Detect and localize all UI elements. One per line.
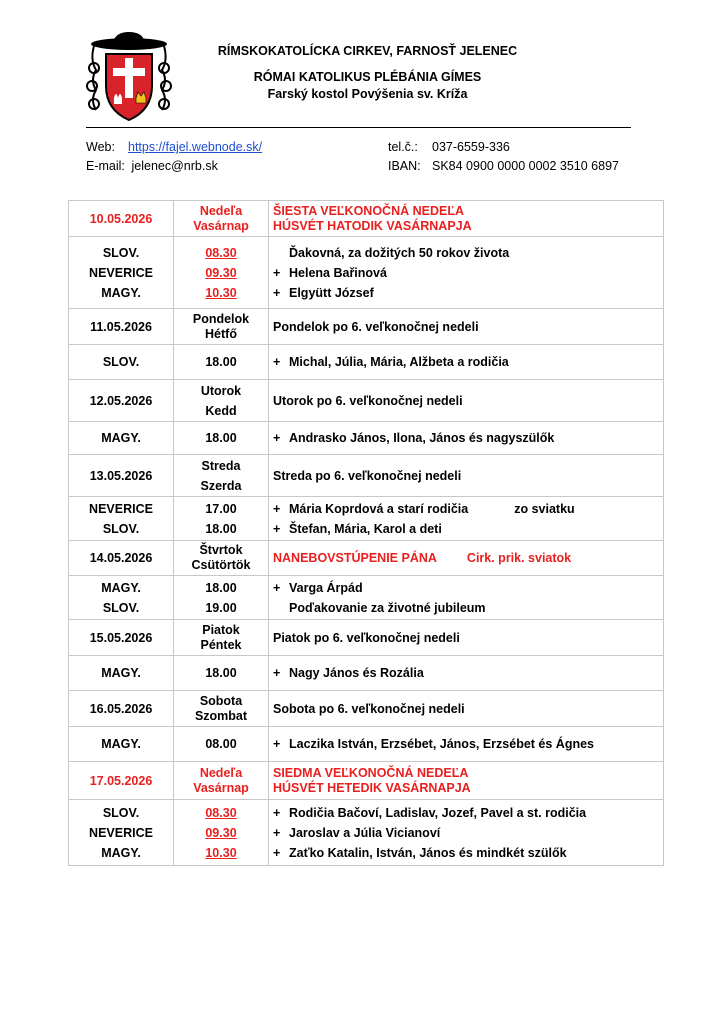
date-cell: 13.05.2026 (69, 455, 174, 497)
day-name-hu: Hétfő (205, 326, 237, 341)
day-name-sk: Streda (201, 458, 241, 473)
mass-time: 18.00 (205, 580, 237, 595)
intention-cell (269, 497, 664, 541)
mass-row (69, 656, 664, 691)
mass-row (69, 345, 664, 380)
day-name-sk: Nedeľa (199, 765, 243, 780)
web-link[interactable]: https://fajel.webnode.sk/ (128, 140, 263, 154)
intention-cell (269, 345, 664, 380)
day-name-hu: Vasárnap (193, 780, 249, 795)
day-cell (174, 455, 269, 497)
plus-mark: + (273, 521, 281, 536)
mass-time: 08.30 (205, 805, 237, 820)
place-cell (69, 576, 174, 620)
mass-row (69, 497, 664, 541)
plus-mark: + (273, 431, 281, 445)
intention: Štefan, Mária, Karol a deti (289, 521, 442, 536)
intention-cell (269, 656, 664, 691)
intention-cell (269, 800, 664, 866)
intention: Rodičia Bačoví, Ladislav, Jozef, Pavel a st. rodičia (289, 805, 587, 820)
day-row (69, 309, 664, 345)
place: SLOV. (102, 521, 140, 536)
mass-row (69, 422, 664, 455)
feast-title-hu: HÚSVÉT HATODIK VASÁRNAPJA (273, 218, 472, 233)
date-cell: 10.05.2026 (69, 201, 174, 237)
place-cell (69, 800, 174, 866)
intention-note: zo sviatku (514, 501, 575, 516)
time-cell: 18.00 (174, 345, 269, 380)
intention: Nagy János és Rozália (289, 666, 424, 680)
place-cell: MAGY. (69, 727, 174, 762)
intention: Varga Árpád (289, 580, 363, 595)
day-row (69, 380, 664, 422)
email-value: jelenec@nrb.sk (131, 159, 218, 173)
intention: Mária Koprdová a starí rodičia (289, 501, 469, 516)
day-row (69, 541, 664, 576)
day-name-sk: Pondelok (192, 311, 250, 326)
feast-title-sk: SIEDMA VEĽKONOČNÁ NEDEĽA (273, 765, 469, 780)
place-cell: MAGY. (69, 656, 174, 691)
intention: Helena Bařinová (289, 265, 387, 280)
time-cell: 18.00 (174, 656, 269, 691)
mass-time: 19.00 (205, 600, 237, 615)
header-line-3: Farský kostol Povýšenia sv. Kríža (267, 87, 468, 101)
intention: Poďakovanie za životné jubileum (289, 600, 486, 615)
day-row (69, 691, 664, 727)
place: NEVERICE (89, 501, 153, 516)
time-cell: 08.00 (174, 727, 269, 762)
feast-cell (269, 762, 664, 800)
day-name-hu: Csütörtök (191, 558, 251, 572)
day-cell (174, 309, 269, 345)
intention-cell (269, 727, 664, 762)
feast-cell: Streda po 6. veľkonočnej nedeli (269, 455, 664, 497)
date-cell: 11.05.2026 (69, 309, 174, 345)
plus-mark: + (273, 285, 281, 300)
plus-mark: + (273, 501, 281, 516)
time-cell (174, 497, 269, 541)
feast-cell: Sobota po 6. veľkonočnej nedeli (269, 691, 664, 727)
day-cell (174, 201, 269, 237)
mass-time: 10.30 (205, 285, 237, 300)
day-name-sk: Sobota (199, 693, 243, 708)
time-cell (174, 800, 269, 866)
date-cell: 14.05.2026 (69, 541, 174, 576)
day-name-hu: Vasárnap (193, 218, 249, 233)
day-name-sk: Nedeľa (199, 203, 243, 218)
day-cell (174, 541, 269, 576)
place-cell: MAGY. (69, 422, 174, 455)
feast-cell: Piatok po 6. veľkonočnej nedeli (269, 620, 664, 656)
place: SLOV. (102, 805, 140, 820)
mass-schedule-table (68, 200, 664, 866)
plus-mark: + (273, 580, 281, 595)
feast-cell (269, 541, 664, 576)
header-line-2: RÓMAI KATOLIKUS PLÉBÁNIA GÍMES (253, 70, 482, 84)
intention: Laczika István, Erzsébet, János, Erzsébet és Ágnes (289, 737, 594, 751)
tel-label: tel.č.: (388, 140, 418, 154)
date-cell: 12.05.2026 (69, 380, 174, 422)
day-name-sk: Utorok (200, 383, 242, 398)
day-cell (174, 762, 269, 800)
plus-mark: + (273, 805, 281, 820)
feast-cell: Pondelok po 6. veľkonočnej nedeli (269, 309, 664, 345)
feast-title: NANEBOVSTÚPENIE PÁNA (273, 551, 437, 565)
day-name-sk: Piatok (202, 622, 240, 637)
feast-cell (269, 201, 664, 237)
day-cell (174, 380, 269, 422)
place-cell: SLOV. (69, 345, 174, 380)
mass-time: 09.30 (205, 825, 237, 840)
intention-cell (269, 576, 664, 620)
day-name-hu: Szerda (200, 478, 242, 493)
mass-row (69, 800, 664, 866)
intention: Michal, Júlia, Mária, Alžbeta a rodičia (289, 355, 509, 369)
intention: Ďakovná, za dožitých 50 rokov života (289, 245, 510, 260)
place: NEVERICE (89, 825, 153, 840)
mass-time: 17.00 (205, 501, 237, 516)
intention: Andrasko János, Ilona, János és nagyszülők (289, 431, 555, 445)
date-cell: 17.05.2026 (69, 762, 174, 800)
tel-value: 037-6559-336 (432, 140, 510, 154)
day-row (69, 455, 664, 497)
feast-title-sk: ŠIESTA VEĽKONOČNÁ NEDEĽA (273, 203, 464, 218)
day-name-hu: Péntek (200, 637, 242, 652)
mass-time: 08.30 (205, 245, 237, 260)
mass-time: 18.00 (205, 521, 237, 536)
iban-label: IBAN: (388, 159, 421, 173)
iban-value: SK84 0900 0000 0002 3510 6897 (432, 159, 619, 173)
place: MAGY. (101, 285, 141, 300)
day-row (69, 762, 664, 800)
intention-cell (269, 422, 664, 455)
time-cell: 18.00 (174, 422, 269, 455)
day-name-sk: Štvrtok (199, 543, 243, 557)
mass-time: 09.30 (205, 265, 237, 280)
day-cell (174, 620, 269, 656)
plus-mark: + (273, 845, 281, 860)
plus-mark: + (273, 265, 281, 280)
intention-cell (269, 237, 664, 309)
plus-mark: + (273, 666, 281, 680)
contact-right (388, 138, 619, 176)
day-row (69, 201, 664, 237)
header-divider (86, 127, 631, 128)
place-cell (69, 237, 174, 309)
plus-mark: + (273, 825, 281, 840)
contact-left (86, 138, 262, 176)
time-cell (174, 576, 269, 620)
parish-coat-of-arms-icon (86, 30, 172, 125)
place-cell (69, 497, 174, 541)
day-name-hu: Szombat (194, 708, 248, 723)
intention: Jaroslav a Júlia Vicianoví (289, 825, 441, 840)
mass-row (69, 576, 664, 620)
day-name-hu: Kedd (205, 403, 237, 418)
place: SLOV. (102, 245, 140, 260)
plus-mark: + (273, 737, 281, 751)
mass-row (69, 727, 664, 762)
date-cell: 15.05.2026 (69, 620, 174, 656)
place: SLOV. (102, 600, 140, 615)
time-cell (174, 237, 269, 309)
feast-title-hu: HÚSVÉT HETEDIK VASÁRNAPJA (273, 780, 471, 795)
intention: Elgyütt József (289, 285, 374, 300)
plus-mark: + (273, 355, 281, 369)
mass-row (69, 237, 664, 309)
header-line-1: RÍMSKOKATOLÍCKA CIRKEV, FARNOSŤ JELENEC (217, 44, 518, 58)
mass-time: 10.30 (205, 845, 237, 860)
web-label: Web: (86, 140, 115, 154)
email-label: E-mail: (86, 159, 125, 173)
place: MAGY. (101, 845, 141, 860)
place: NEVERICE (89, 265, 153, 280)
place: MAGY. (101, 580, 141, 595)
day-row (69, 620, 664, 656)
feast-note: Cirk. prik. sviatok (466, 551, 572, 565)
day-cell (174, 691, 269, 727)
feast-cell: Utorok po 6. veľkonočnej nedeli (269, 380, 664, 422)
intention: Zaťko Katalin, István, János és mindkét szülők (289, 845, 567, 860)
date-cell: 16.05.2026 (69, 691, 174, 727)
